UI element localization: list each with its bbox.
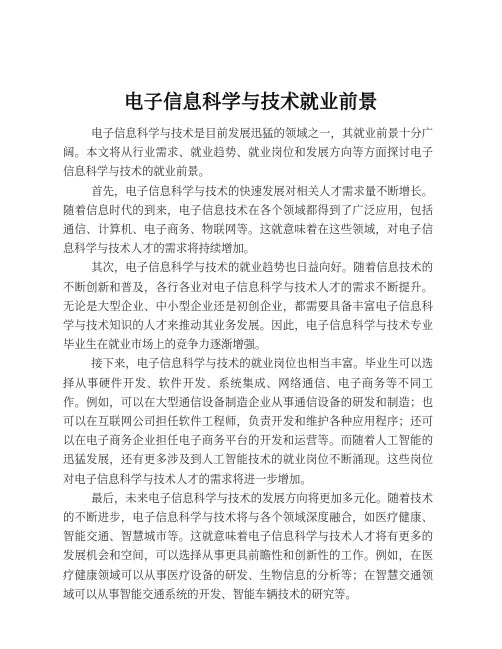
paragraph-future: 最后，未来电子信息科学与技术的发展方向将更加多元化。随着技术的不断进步，电子信息科学与技术将与各个领域深度融合，如医疗健康、智能交通、智慧城市等。这就意味着电子信息科学与技术人才将有更多的发展机会和空间，可以选择从事更具前瞻性和创新性的工作。例如，在医疗健康领域可以从事医疗设备的研发、生物信息的分析等；在智慧交通领域可以从事智能交通系统的开发、智能车辆技术的研究等。 [63, 491, 433, 601]
paragraph-demand: 首先，电子信息科学与技术的快速发展对相关人才需求量不断增长。随着信息时代的到来，电子信息技术在各个领域都得到了广泛应用，包括通信、计算机、电子商务、物联网等。这就意味着在这些领域，对电子信息科学与技术人才的需求将持续增加。 [63, 184, 433, 256]
paragraph-intro: 电子信息科学与技术是目前发展迅猛的领域之一，其就业前景十分广阔。本文将从行业需求、就业趋势、就业岗位和发展方向等方面探讨电子信息科学与技术的就业前景。 [63, 127, 433, 179]
document-body [63, 124, 433, 604]
document-title: 电子信息科学与技术就业前景 [124, 90, 378, 113]
paragraph-positions: 接下来，电子信息科学与技术的就业岗位也相当丰富。毕业生可以选择从事硬件开发、软件开发、系统集成、网络通信、电子商务等不同工作。例如，可以在大型通信设备制造企业从事通信设备的研发和制造；也可以在互联网公司担任软件工程师，负责开发和维护各种应用程序；还可以在电子商务企业担任电子商务平台的开发和运营等。而随着人工智能的迅猛发展，还有更多涉及到人工智能技术的就业岗位不断涌现。这些岗位对电子信息科学与技术人才的需求将进一步增加。 [63, 357, 433, 486]
paragraph-trend: 其次，电子信息科学与技术的就业趋势也日益向好。随着信息技术的不断创新和普及，各行各业对电子信息科学与技术人才的需求不断提升。无论是大型企业、中小型企业还是初创企业，都需要具备丰富电子信息科学与技术知识的人才来推动其业务发展。因此，电子信息科学与技术专业毕业生在就业市场上的竞争力逐渐增强。 [63, 261, 433, 352]
